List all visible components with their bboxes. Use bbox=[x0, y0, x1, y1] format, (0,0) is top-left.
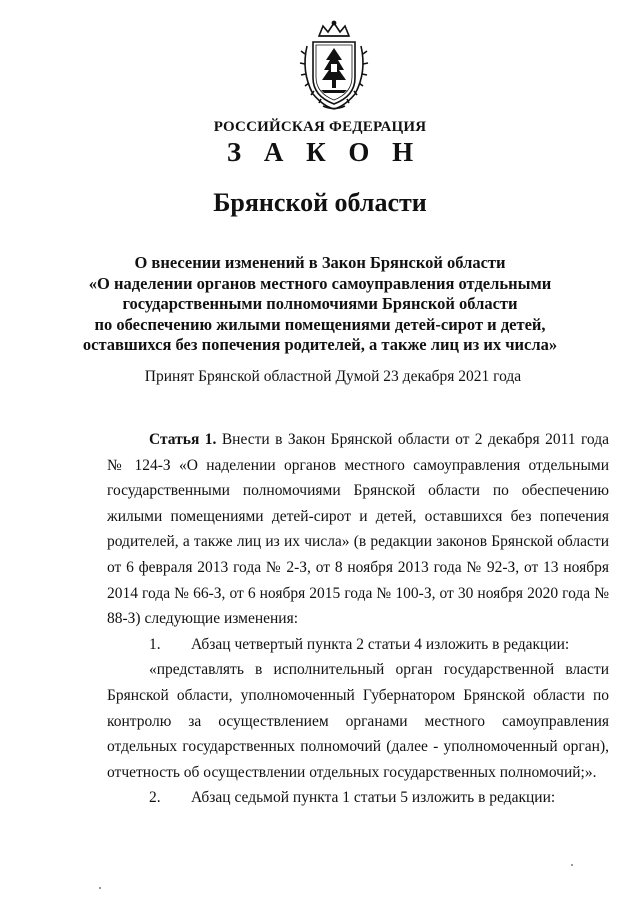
law-title-line: О внесении изменений в Закон Брянской области bbox=[134, 253, 506, 272]
list-item-number: 1. bbox=[149, 635, 161, 653]
quoted-wording: «представлять в исполнительный орган государственной власти Брянской области, уполномоченный Губернатором Брянской области по контролю за осуществлением органами местного самоуправления отдельных государственных полномочий (далее - уполномоченный орган), отчетность об осуществлении отдельных государственных полномочий;». bbox=[107, 661, 609, 781]
list-item-number: 2. bbox=[149, 789, 161, 807]
list-item-text: Абзац четвертый пункта 2 статьи 4 изложить в редакции: bbox=[191, 635, 570, 653]
scan-speck bbox=[99, 887, 101, 889]
list-item bbox=[107, 785, 609, 811]
law-title-line: государственными полномочиями Брянской области bbox=[122, 294, 518, 313]
country-heading: РОССИЙСКАЯ ФЕДЕРАЦИЯ bbox=[213, 119, 427, 135]
law-title-line: оставшихся без попечения родителей, а также лиц из их числа» bbox=[82, 335, 558, 354]
law-title-line: «О наделении органов местного самоуправления отдельными bbox=[88, 273, 552, 293]
scan-speck bbox=[571, 864, 573, 866]
list-item bbox=[107, 632, 609, 658]
article-paragraph bbox=[107, 427, 609, 632]
list-item-text: Абзац седьмой пункта 1 статьи 5 изложить в редакции: bbox=[191, 789, 556, 807]
article-label: Статья 1. bbox=[149, 431, 217, 448]
document-type-heading: З А К О Н bbox=[226, 137, 422, 167]
document-body bbox=[107, 427, 609, 811]
law-title-line: по обеспечению жилыми помещениями детей-сирот и детей, bbox=[94, 314, 546, 334]
adoption-note: Принят Брянской областной Думой 23 декабря 2021 года bbox=[144, 368, 522, 385]
law-title bbox=[60, 253, 580, 356]
coat-of-arms-emblem bbox=[297, 20, 371, 112]
region-heading: Брянской области bbox=[213, 188, 427, 217]
article-text: Внести в Закон Брянской области от 2 декабря 2011 года № 124-З «О наделении органов местного самоуправления отдельными государственными полномочиями Брянской области по обеспечению жилыми помещениями детей-сирот и детей, оставшихся без попечения родителей, а также лиц из их числа» (в редакции законов Брянской области от 6 февраля 2013 года № 2-З, от 8 ноября 2013 года № 92-З, от 13 ноября 2014 года № 66-З, от 6 ноября 2015 года № 100-З, от 30 ноября 2020 года № 88-З) следующие изменения: bbox=[107, 431, 609, 628]
